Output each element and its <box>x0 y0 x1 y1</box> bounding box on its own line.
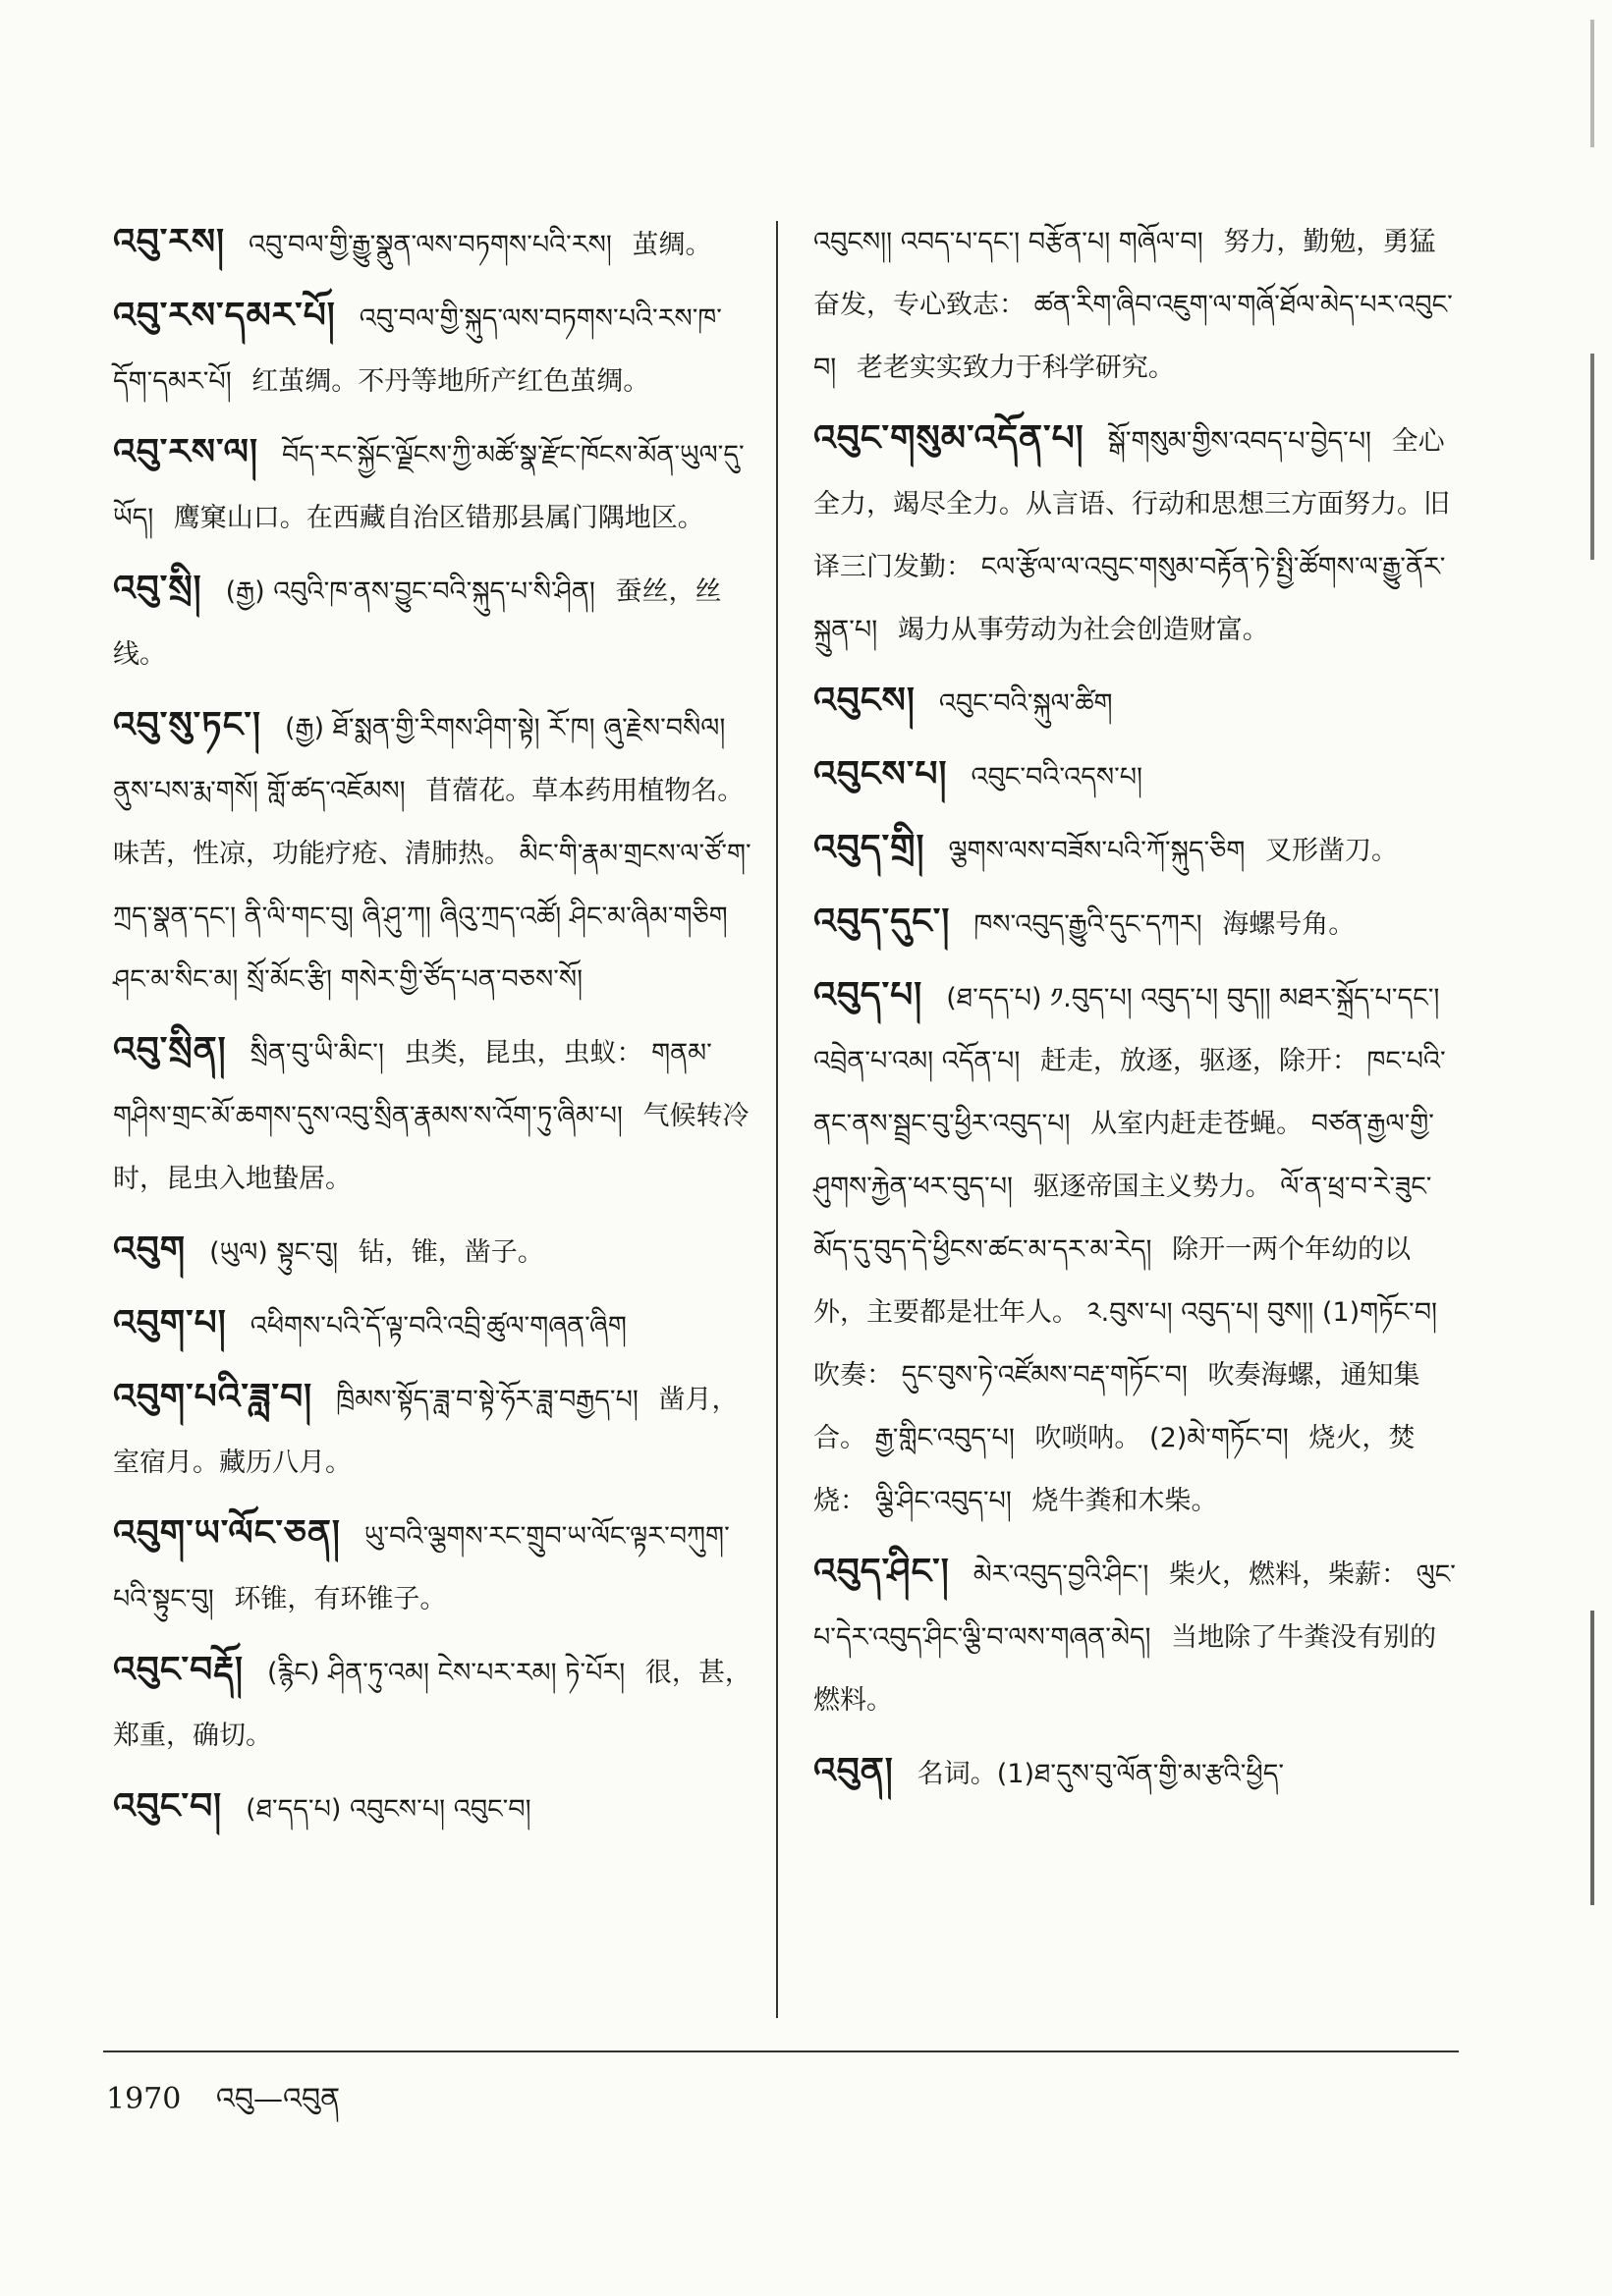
dictionary-entry <box>113 1292 761 1358</box>
tibetan-definition: གནམ་གཤིས་གྲང་མོ་ཆགས་དུས་འབུ་སྲིན་རྣམས་ས་འོག་ཏུ་ཞིམ་པ། <box>113 1038 712 1131</box>
chinese-gloss: 吹唢呐。 <box>1034 1423 1141 1453</box>
dictionary-entry <box>813 408 1462 662</box>
tibetan-definition: ཁས་འབུད་རྒྱུའི་དུང་དཀར། <box>973 909 1202 940</box>
tibetan-definition: ལོ་ན་ཕྲ་བ་རེ་ཟུང་མོད་དུ་བུད་དེ་ཕྱིངས་ཚང་མ་དར་མ་རེད། <box>813 1172 1432 1265</box>
dictionary-entry <box>113 1019 761 1211</box>
entry-headword: འབུང་གསུམ་འདོན་པ། <box>813 418 1084 459</box>
chinese-gloss: 气候转冷时，昆虫入地蛰居。 <box>113 1101 750 1194</box>
entry-headword: འབུ་རས། <box>113 222 226 262</box>
dictionary-entry <box>113 1503 761 1631</box>
tibetan-definition: ལྕགས་ལས་བཟོས་པའི་ཀོ་སྐུད་ཅིག <box>948 836 1246 866</box>
tibetan-definition: དུང་བུས་ཏེ་འཛོམས་བརྡ་གཏོང་བ། <box>901 1360 1188 1391</box>
scan-edge-mark <box>1590 20 1594 147</box>
entry-headword: འབུད་ཤིང་། <box>813 1552 950 1592</box>
chinese-gloss: 很，甚，郑重，确切。 <box>113 1658 751 1751</box>
chinese-gloss: 从室内赶走苍蝇。 <box>1090 1109 1304 1139</box>
tibetan-definition: ཁང་པའི་ནང་ནས་སྦྲང་བུ་ཕྱིར་འབུད་པ། <box>813 1046 1446 1139</box>
tibetan-definition: (ཐ་དད་པ) འབུངས་པ། འབུང་བ། <box>246 1794 531 1825</box>
chinese-gloss: 红茧绸。不丹等地所产红色茧绸。 <box>251 366 650 397</box>
headword-range: འབུ—འབུན <box>215 2082 341 2116</box>
chinese-gloss: 全心全力，竭尽全力。从言语、行动和思想三方面努力。旧译三门发勤： <box>813 426 1450 582</box>
dictionary-entry <box>113 1366 761 1495</box>
chinese-gloss: 环锥，有环锥子。 <box>234 1584 447 1614</box>
entry-headword: འབུག་ཡ་ལོང་ཅན། <box>113 1513 341 1554</box>
dictionary-entry <box>113 285 761 413</box>
left-column <box>113 211 761 1849</box>
tibetan-definition: ༢.བུས་པ། འབུད་པ། བུས།། (1)གཏོང་བ། <box>1086 1297 1437 1328</box>
entry-headword: འབུག་པ། <box>113 1303 227 1343</box>
tibetan-definition: (2)མེ་གཏོང་བ། <box>1149 1423 1289 1453</box>
entry-headword: འབུ་རས་དམར་པོ། <box>113 296 336 336</box>
chinese-gloss: 苜蓿花。草本药用植物名。味苦，性凉，功能疗疮、清肺热。 <box>113 776 745 869</box>
tibetan-definition: སྲིན་བུ་ཡི་མིང་། <box>250 1038 384 1068</box>
tibetan-definition: འབུངས།། འབད་པ་དང་། བརྩོན་པ། གཞོལ་བ། <box>813 227 1203 257</box>
tibetan-definition: (ཡུལ) སྟུང་བུ། <box>209 1237 339 1268</box>
tibetan-definition: ཚན་རིག་ཞིབ་འཇུག་ལ་གཞོ་ཐོལ་མེད་པར་འབུང་བ། <box>813 290 1453 383</box>
tibetan-definition: བཙན་རྒྱལ་གྱི་ཤུགས་རྐྱེན་ཕར་བུད་པ། <box>813 1109 1434 1202</box>
page-footer <box>106 2066 340 2149</box>
chinese-gloss: 烧火，焚烧： <box>813 1423 1416 1516</box>
entry-headword: འབུ་སྲིན། <box>113 1030 227 1070</box>
entry-headword: འབུག་པའི་ཟླ་བ། <box>113 1377 313 1417</box>
page-number: 1970 <box>106 2082 182 2116</box>
dictionary-entry <box>813 1740 1462 1806</box>
entry-headword: འབུ་རས་ལ། <box>113 432 258 472</box>
tibetan-definition: (རྒྱ) འབུའི་ཁ་ནས་བྱུང་བའི་སྐུད་པ་སི་ཤིན། <box>225 576 595 607</box>
tibetan-definition: (རྒྱ) ཐོ་སྨན་གྱི་རིགས་ཤིག་སྟེ། རོ་ཁ། ཞུ་རྗེས་བསིལ། ནུས་པས་རྨ་གསོ། གློ་ཚད་འཇོམས། <box>113 713 726 806</box>
dictionary-entry <box>813 964 1462 1533</box>
scan-edge-mark <box>1590 1611 1594 1905</box>
entry-headword: འབུད་གྲི། <box>813 828 925 868</box>
dictionary-entry <box>113 211 761 277</box>
footer-rule <box>103 2050 1459 2052</box>
column-divider <box>776 221 778 2018</box>
entry-headword: འབུང་བ། <box>113 1786 223 1827</box>
chinese-gloss: 驱逐帝国主义势力。 <box>1032 1172 1272 1202</box>
chinese-gloss: 烧牛粪和木柴。 <box>1031 1486 1218 1516</box>
tibetan-definition: མིང་གི་རྣམ་གྲངས་ལ་ཙོ་ག་ཀྲད་སྣན་དང་། ནི་ལི་གང་བུ། ཞི་ཤུ་ཀ། ཞིའུ་ཀྲད་འཚོ། ཤིང་མ་ཞིམ་གཅིག ཤང་མ་སིང་མ། སྲོ་མོང་རྩི། གསེར་གྱི་ཙོད་པན་བཅས་སོ། <box>113 839 751 995</box>
tibetan-definition: རྒྱ་གླིང་འབུད་པ། <box>874 1423 1015 1453</box>
chinese-gloss: 蚕丝，丝线。 <box>113 576 722 670</box>
dictionary-entry <box>113 558 761 686</box>
dictionary-entry <box>813 1541 1462 1732</box>
entry-headword: འབུ་སྲི། <box>113 569 202 609</box>
chinese-gloss: 吹奏： <box>813 1360 893 1391</box>
tibetan-definition: འབུང་བའི་སྐུལ་ཚིག <box>938 688 1113 719</box>
chinese-gloss: 除开一两个年幼的以外，主要都是壮年人。 <box>813 1234 1412 1328</box>
tibetan-definition: སྒོ་གསུམ་གྱིས་འབད་པ་བྱེད་པ། <box>1107 426 1372 457</box>
tibetan-definition: འབུ་བལ་གྱི་སྐུད་ལས་བཏགས་པའི་རས་ཁ་དོག་དམར་པོ། <box>113 303 722 397</box>
chinese-gloss: 赶走，放逐，驱逐，除开： <box>1039 1046 1359 1076</box>
dictionary-entry <box>113 1219 761 1285</box>
scan-edge-mark <box>1590 354 1594 560</box>
dictionary-entry <box>113 421 761 550</box>
tibetan-definition: ཡུ་བའི་ལྕགས་རང་གྲུབ་ཡ་ལོང་ལྟར་བཀུག་པའི་སྟུང་བུ། <box>113 1521 730 1614</box>
chinese-gloss: 凿月，室宿月。藏历八月。 <box>113 1385 739 1478</box>
entry-headword: འབུན། <box>813 1751 894 1791</box>
dictionary-entry <box>113 1776 761 1841</box>
chinese-gloss: 叉形凿刀。 <box>1264 836 1398 866</box>
tibetan-definition: ཁྲིམས་སྟོད་ཟླ་བ་སྟེ་ཧོར་ཟླ་བརྒྱད་པ། <box>336 1385 639 1415</box>
entry-headword: འབུ་སུ་ཏང་། <box>113 705 261 745</box>
chinese-gloss: 海螺号角。 <box>1222 909 1356 940</box>
dictionary-entry <box>113 1639 761 1768</box>
chinese-gloss: 钻，锥，凿子。 <box>358 1237 544 1268</box>
dictionary-entry <box>813 891 1462 957</box>
chinese-gloss: 努力，勤勉，勇猛奋发，专心致志： <box>813 227 1436 320</box>
tibetan-definition: འབུང་བའི་འདས་པ། <box>971 762 1143 793</box>
tibetan-definition: (ཐ་དད་པ) ༡.བུད་པ། འབུད་པ། བུད།། མཐར་སྐྲོད་པ་དང་། འབྲེན་པ་འམ། འདོན་པ། <box>813 983 1440 1076</box>
entry-headword: འབུང་བརྡོ། <box>113 1650 245 1690</box>
chinese-gloss: 竭力从事劳动为社会创造财富。 <box>897 615 1269 645</box>
chinese-gloss: 名词。(1)ཐ་དུས་བུ་ལོན་གྱི་མ་རྩའི་ཕྱིད་ <box>917 1759 1285 1789</box>
tibetan-definition: ལྕི་ཤིང་འབུད་པ། <box>874 1486 1012 1516</box>
entry-headword: འབུད་པ། <box>813 975 923 1015</box>
tibetan-definition: མེར་འབུད་བྱའི་ཤིང་། <box>973 1559 1149 1590</box>
chinese-gloss: 老老实实致力于科学研究。 <box>856 353 1175 383</box>
chinese-gloss: 柴火，燃料，柴薪： <box>1168 1559 1408 1590</box>
tibetan-definition: (རྙིང) ཤིན་ཏུ་འམ། ངེས་པར་རམ། ཏེ་པོར། <box>267 1658 626 1688</box>
tibetan-definition: འབུ་བལ་གྱི་རྒྱུ་སྣུན་ལས་བཏགས་པའི་རས། <box>249 230 612 260</box>
dictionary-entry <box>813 211 1462 400</box>
dictionary-entry <box>813 817 1462 883</box>
entry-headword: འབུངས། <box>813 681 916 721</box>
chinese-gloss: 当地除了牛粪没有别的燃料。 <box>813 1622 1437 1716</box>
dictionary-entry <box>813 670 1462 736</box>
entry-headword: འབུད་དུང་། <box>813 902 951 942</box>
chinese-gloss: 虫类，昆虫，虫蚁： <box>404 1038 643 1068</box>
dictionary-entry <box>113 694 761 1011</box>
tibetan-definition: ལུང་པ་དེར་འབུད་ཤིང་ལྕི་བ་ལས་གཞན་མེད། <box>813 1559 1456 1653</box>
entry-headword: འབུག <box>113 1230 187 1270</box>
chinese-gloss: 鹰窠山口。在西藏自治区错那县属门隅地区。 <box>173 503 704 533</box>
tibetan-definition: འཕིགས་པའི་དོ་ལྟ་བའི་འབྲི་ཚུལ་གཞན་ཞིག <box>250 1311 627 1341</box>
tibetan-definition: ངལ་རྩོལ་ལ་འབུང་གསུམ་བརྟོན་ཏེ་སྤྱི་ཚོགས་ལ་རྒྱུ་ནོར་སྐྲུན་པ། <box>813 552 1446 645</box>
chinese-gloss: 吹奏海螺，通知集合。 <box>813 1360 1420 1453</box>
chinese-gloss: 茧绸。 <box>632 230 712 260</box>
dictionary-entry <box>813 743 1462 809</box>
right-column <box>813 211 1462 1814</box>
entry-headword: འབུངས་པ། <box>813 754 948 794</box>
tibetan-definition: བོད་རང་སྐྱོང་ལྗོངས་ཀྱི་མཚོ་སྣ་རྫོང་ཁོངས་མོན་ཡུལ་དུ་ཡོད། <box>113 440 745 533</box>
